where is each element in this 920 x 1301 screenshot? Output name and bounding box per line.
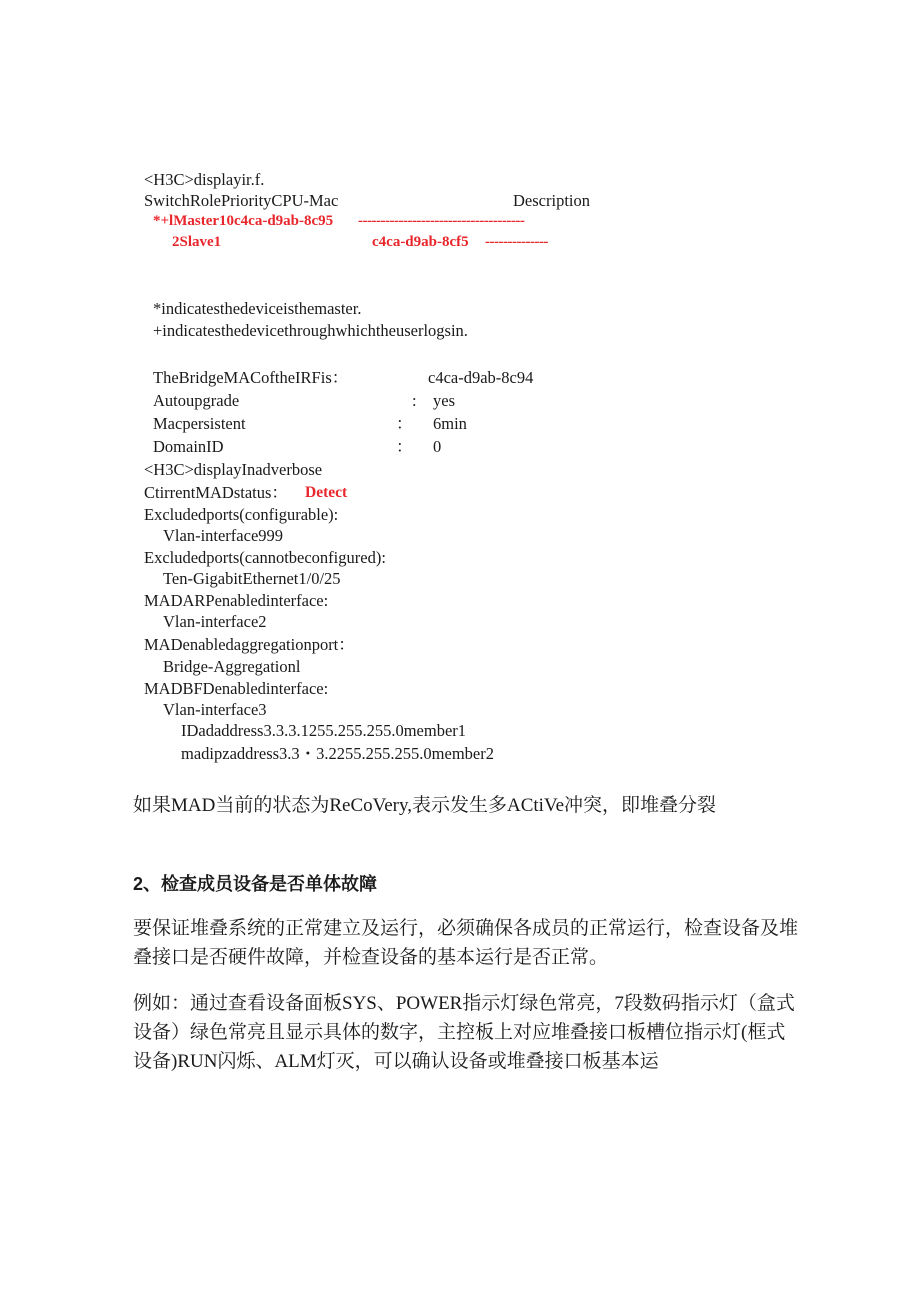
irf-row-master-dashes: ------------------------------------- [358,213,525,229]
autoupgrade-label: Autoupgrade [153,391,240,410]
mac-persistent-label: Macpersistent [153,414,246,433]
irf-table-header-description: Description [513,191,590,210]
domain-id-label: DomainID [153,437,224,456]
mad-arp-label: MADARPenabledinterface: [144,591,329,610]
mad-bfd-item: Vlan-interface3 [163,700,267,719]
excluded-fixed-label: Excludedports(cannotbeconfigured): [144,548,386,567]
paragraph-example: 例如：通过查看设备面板SYS、POWER指示灯绿色常亮，7段数码指示灯（盒式设备）绿色常亮且显示具体的数字，主控板上对应堆叠接口板槽位指示灯(框式设备)RUN闪烁、ALM灯灭，可以确认设备或堆叠接口板基本运 [133,993,795,1072]
excluded-configurable-item: Vlan-interface999 [163,526,284,545]
section-heading: 2、检查成员设备是否单体故障 [133,874,378,894]
legend-master: *indicatesthedeviceisthemaster. [153,299,362,318]
mad-aggregation-item: Bridge-Aggregationl [163,657,301,676]
irf-row-slave-dashes: -------------- [485,234,548,250]
recovery-note: 如果MAD当前的状态为ReCoVery,表示发生多ACtiVe冲突，即堆叠分裂 [133,795,717,816]
mad-bfd-label: MADBFDenabledinterface: [144,679,329,698]
cli-command-irf: <H3C>displayir.f. [144,170,265,189]
mad-ip-member1: IDadaddress3.3.3.1255.255.255.0member1 [181,721,467,740]
mac-persistent-separator: ： [396,414,413,433]
domain-id-value: 0 [433,437,442,456]
irf-row-master: *+lMaster10c4ca-d9ab-8c95 [153,213,334,229]
mac-persistent-value: 6min [433,414,467,433]
mad-status-value: Detect [305,484,348,501]
domain-id-separator: ： [396,437,413,456]
bridge-mac-label: TheBridgeMACoftheIRFis： [153,368,349,387]
irf-table-header: SwitchRolePriorityCPU-Mac [144,191,339,210]
paragraph-requirements: 要保证堆叠系统的正常建立及运行，必须确保各成员的正常运行，检查设备及堆叠接口是否硬件故障，并检查设备的基本运行是否正常。 [133,918,799,968]
bridge-mac-value: c4ca-d9ab-8c94 [428,368,534,387]
irf-row-slave: 2Slave1 [172,234,222,250]
mad-arp-item: Vlan-interface2 [163,612,267,631]
mad-ip-member2: madipzaddress3.3・3.2255.255.255.0member2 [181,744,494,763]
autoupgrade-value: yes [433,391,455,410]
excluded-configurable-label: Excludedports(configurable): [144,505,339,524]
autoupgrade-separator: : [412,391,417,410]
mad-aggregation-label: MADenabledaggregationport： [144,635,355,654]
cli-command-mad: <H3C>displayInadverbose [144,460,323,479]
legend-login: +indicatesthedevicethroughwhichtheuserlogsin. [153,321,468,340]
irf-row-slave-mac: c4ca-d9ab-8cf5 [372,234,469,250]
mad-status-label: CtirrentMADstatus： [144,483,288,502]
excluded-fixed-item: Ten-GigabitEthernet1/0/25 [163,569,341,588]
